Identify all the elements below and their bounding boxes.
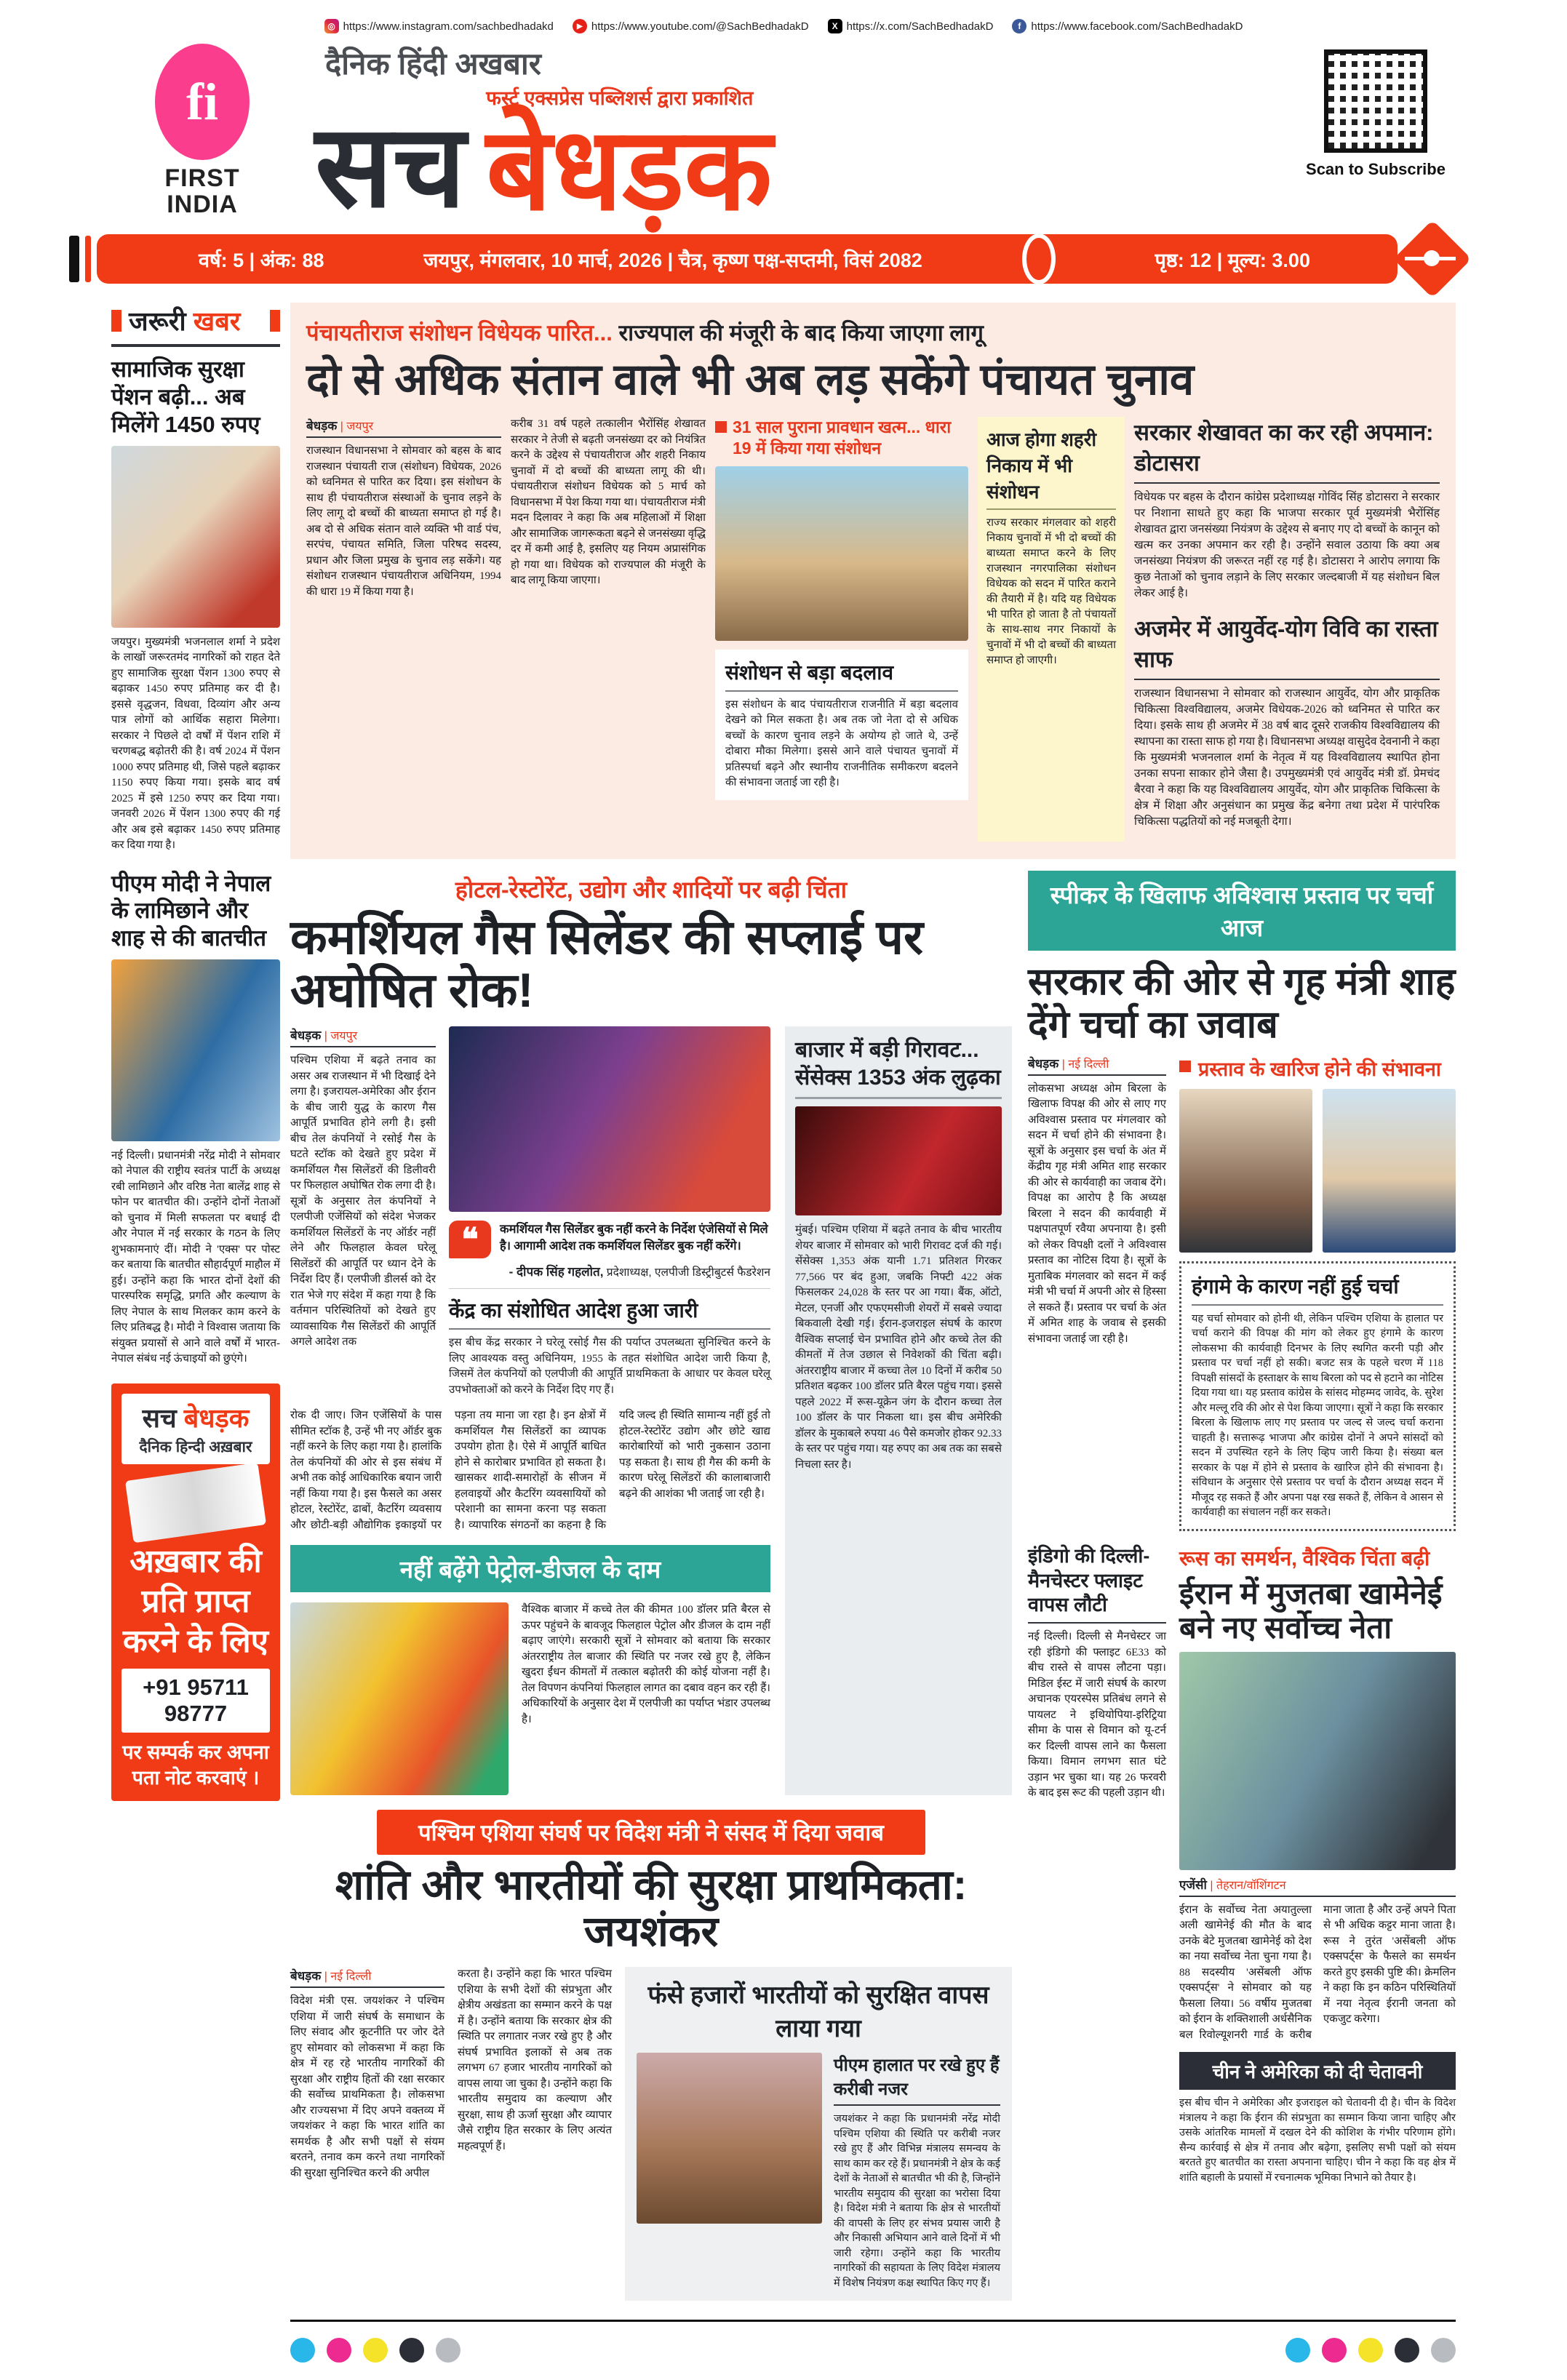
pension-couple-photo (111, 446, 280, 628)
no-discussion-body: यह चर्चा सोमवार को होनी थी, लेकिन पश्चिम एशिया के हालात पर चर्चा कराने की विपक्ष की मांग को लेकर हुए हंगामे के कारण लोकसभा की कार्यवाही दिनभर के लिए स्थगित करनी पड़ी और प्रस्ताव पर चर्चा नहीं हो सकी। बजट सत्र के पहले चरण में 118 विपक्षी सांसदों के हस्ताक्षर के साथ बिरला को पद से हटाने का नोटिस दिया गया था। यह प्रस्ताव कांग्रेस के सांसद मोहम्मद जावेद, के. सुरेश और मल्लू रवि की ओर से पेश किया जाएगा। सूत्रों ने कहा कि सरकार बिरला के खिलाफ लाए गए प्रस्ताव पर जल्द से जल्द चर्चा कराना चाहती है। सत्तारूढ़ भाजपा और कांग्रेस दोनों ने अपने सांसदों को सदन में उपस्थित रहने के लिए व्हिप जारी किया है। संख्या बल सरकार के पक्ष में होने से प्रस्ताव के खारिज होने की संभावना है। संविधान के अनुसार ऐसे प्रस्ताव पर चर्चा के दौरान अध्यक्ष सदन में मौजूद रह सकते हैं और अपना पक्ष रख सकते हैं, लेकिन वे आसन से कार्यवाही का संचालन नहीं कर सकते। (1192, 1312, 1443, 1519)
youtube-icon: ▶ (573, 19, 587, 33)
facebook-url: https://www.facebook.com/SachBedhadakD (1031, 20, 1243, 33)
left-stack (290, 871, 1012, 2301)
rescue-inset-box (625, 1967, 1012, 2301)
lead-kicker-red: पंचायतीराज संशोधन विधेयक पारित... (306, 320, 613, 346)
instagram-url: https://www.instagram.com/sachbedhadakd (343, 20, 554, 33)
main-area (290, 303, 1456, 2380)
lead-photo-tag: 31 साल पुराना प्रावधान खत्म... धारा 19 में किया गया संशोधन (733, 418, 952, 458)
first-india-logo (111, 39, 293, 217)
china-warning-body: इस बीच चीन ने अमेरिका और इजराइल को चेतावनी दी है। चीन के विदेश मंत्रालय ने कहा कि ईरान की संप्रभुता का सम्मान किया जाना चाहिए और उसके आंतरिक मामलों में दखल देने की कोशिश के गंभीर परिणाम होंगे। सैन्य कार्रवाई से क्षेत्र में तनाव और बढ़ेगा, इसलिए सभी पक्षों को संयम बरतते हुए बातचीत का रास्ता अपनाना चाहिए। चीन ने कहा कि वह क्षेत्र में शांति बहाली के प्रयासों में रचनात्मक भूमिका निभाने को तैयार है। (1179, 2097, 1456, 2184)
pension-story-title[interactable]: सामाजिक सुरक्षा पेंशन बढ़ी... अब मिलेंगे 1450 रुपए (111, 356, 260, 437)
iran-headline[interactable]: ईरान में मुजतबा खामेनेई बने नए सर्वोच्च नेता (1179, 1576, 1443, 1645)
cyan-dot-icon (290, 2338, 315, 2363)
gas-byline-loc: | जयपुर (324, 1030, 358, 1043)
jaishankar-headline[interactable]: शांति और भारतीयों की सुरक्षा प्राथमिकता: जयशंकर (335, 1861, 968, 1956)
logo-line1: FIRST (164, 164, 240, 192)
big-change-body: इस संशोधन के बाद पंचायतीराज राजनीति में बड़ा बदलाव देखने को मिल सकता है। अब तक जो नेता दो से अधिक बच्चों के कारण चुनाव लड़ने के अयोग्य हो जाते थे, उन्हें दोबारा मौका मिलेगा। इससे आने वाले पंचायत चुनावों में प्रतिस्पर्धा बढ़ने और स्थानीय राजनीतिक समीकरण बदलने की संभावना जताई जा रही है। (725, 698, 958, 789)
lead-byline-loc: | जयपुर (340, 420, 374, 434)
market-title[interactable]: बाजार में बड़ी गिरावट... सेंसेक्स 1353 अंक लुढ़का (795, 1037, 1002, 1099)
magenta-dot-icon (1322, 2338, 1347, 2363)
masthead (111, 39, 1456, 233)
gray-dot-icon (1431, 2338, 1456, 2363)
publisher-line: फर्स्ट एक्सप्रेस पब्लिशर्स द्वारा प्रकाशित (486, 87, 754, 109)
order-box (449, 1288, 770, 1398)
gas-continued: रोक दी जाए। जिन एजेंसियों के पास सीमित स्टॉक है, उन्हें भी नए ऑर्डर बुक नहीं करने के लिए कहा गया है। हालांकि तेल कंपनियों की ओर से इस संबंध में अभी तक कोई आधिकारिक बयान जारी नहीं किया गया है। इस फैसले का असर होटल, रेस्टोरेंट, ढाबों, कैटरिंग व्यवसाय और छोटी-बड़ी औद्योगिक इकाइयों पर पड़ना तय माना जा रहा है। इन क्षेत्रों में कमर्शियल गैस सिलेंडरों का व्यापक उपयोग होता है। ऐसे में आपूर्ति बाधित होने से कारोबार प्रभावित हो सकता है। खासकर शादी-समारोहों के सीजन में हलवाइयों और कैटरिंग व्यवसायियों को परेशानी का सामना करना पड़ सकता है। व्यापारिक संगठनों का कहना है कि यदि जल्द ही स्थिति सामान्य नहीं हुई तो होटल-रेस्टोरेंट उद्योग और छोटे खाद्य कारोबारियों को भारी नुकसान उठाना पड़ सकता है। साथ ही गैस की कमी के कारण घरेलू सिलेंडरों की कालाबाजारी बढ़ने की आशंका भी जताई जा रही है। (290, 1410, 770, 1531)
edition-price: पृष्ठ: 12 | मूल्य: 3.00 (1155, 249, 1310, 271)
petrol-body: वैश्विक बाजार में कच्चे तेल की कीमत 100 डॉलर प्रति बैरल से ऊपर पहुंचने के बावजूद फिलहाल पेट्रोल और डीजल के दाम नहीं बढ़ाए जाएंगे। सरकारी सूत्रों ने सोमवार को बताया कि सरकार अंतरराष्ट्रीय तेल बाजार की स्थिति पर नजर रखे हुए है, लेकिन खुदरा ईंधन कीमतों में तत्काल बढ़ोतरी की कोई योजना नहीं है। तेल विपणन कंपनियां फिलहाल लागत का दबाव वहन कर रही हैं। अधिकारियों के अनुसार देश में एलपीजी का पर्याप्त भंडार उपलब्ध है। (522, 1604, 770, 1725)
ayurved-body: राजस्थान विधानसभा ने सोमवार को राजस्थान आयुर्वेद, योग और प्राकृतिक चिकित्सा विश्वविद्यालय, अजमेर विधेयक-2026 को ध्वनिमत से पारित कर दिया। इसके साथ ही अजमेर में 38 वर्ष बाद दूसरे राजकीय विश्वविद्यालय की स्थापना का रास्ता साफ हो गया है। विधानसभा अध्यक्ष वासुदेव देवनानी ने कहा कि मुख्यमंत्री भजनलाल शर्मा के नेतृत्व में यह विश्वविद्यालय स्थापित होना उनका सपना साकार होने जैसा है। उपमुख्यमंत्री एवं आयुर्वेद मंत्री डॉ. प्रेमचंद बैरवा ने कहा कि यह विश्वविद्यालय आयुर्वेद, योग और प्राकृतिक चिकित्सा के क्षेत्र में शिक्षा और अनुसंधान का प्रमुख केंद्र बनेगा तथा प्रदेश में पारंपरिक चिकित्सा पद्धतियों को नई मजबूती देगा। (1134, 687, 1440, 828)
x-link[interactable] (828, 19, 994, 33)
china-warning-box (1179, 2052, 1456, 2185)
yellow-dot-icon (1358, 2338, 1383, 2363)
rolled-newspaper-image (125, 1463, 266, 1544)
rescue-title: फंसे हजारों भारतीयों को सुरक्षित वापस लाया गया (647, 1981, 989, 2043)
jai-byline-loc: | नई दिल्ली (324, 1970, 372, 1984)
dotasara-body: विधेयक पर बहस के दौरान कांग्रेस प्रदेशाध्यक्ष गोविंद सिंह डोटासरा ने सरकार पर निशाना साधते हुए कहा कि भाजपा सरकार पूर्व मुख्यमंत्री भैरोंसिंह शेखावत द्वारा जनसंख्या नियंत्रण के उद्देश्य से बनाए गए दो बच्चों के कानून को खत्म कर उनका अपमान कर रही है। उन्होंने सवाल उठाया कि क्या अब जनसंख्या नियंत्रण की जरूरत नहीं रह गई है। डोटासरा ने आरोप लगाया कि कुछ नेताओं को चुनाव लड़ाने के लिए सरकार जल्दबाजी में यह संशोधन बिल लेकर आई है। (1134, 491, 1440, 600)
gas-kicker: होटल-रेस्टोरेंट, उद्योग और शादियों पर बढ़ी चिंता (455, 876, 848, 903)
shah-subhead: प्रस्ताव के खारिज होने की संभावना (1198, 1058, 1441, 1080)
paper-title (315, 84, 1296, 233)
youtube-url: https://www.youtube.com/@SachBedhadakD (591, 20, 809, 33)
big-change-box (715, 650, 968, 800)
lead-col2: करीब 31 वर्ष पहले तत्कालीन भैरोंसिंह शेखावत सरकार ने तेजी से बढ़ती जनसंख्या दर को नियंत्रित करने के उद्देश्य से पंचायतीराज और शहरी निकाय चुनावों में दो बच्चों की बाध्यता लागू की थी। पंचायतीराज संशोधन विधेयक को 5 मार्च को विधानसभा में पेश किया गया था। पंचायतीराज मंत्री मदन दिलावर ने कहा कि अब महिलाओं में शिक्षा और सामाजिक जागरूकता बढ़ने से जनसंख्या वृद्धि दर में कमी आई है, इसलिए यह नियम अप्रासंगिक हो गया था। विधेयक को राज्यपाल की मंजूरी के बाद लागू किया जाएगा। (511, 418, 706, 587)
x-icon: X (828, 19, 842, 33)
jaishankar-kicker: पश्चिम एशिया संघर्ष पर विदेश मंत्री ने संसद में दिया जवाब (377, 1810, 925, 1855)
order-box-title: केंद्र का संशोधित आदेश हुआ जारी (449, 1296, 770, 1330)
pm-modi-photo (111, 959, 280, 1141)
ad-brand-sub: दैनिक हिन्दी अख़बार (139, 1438, 252, 1455)
logo-line2: INDIA (167, 190, 238, 218)
urban-amendment-title: आज होगा शहरी निकाय में भी संशोधन (986, 426, 1116, 510)
rescue-body: जयशंकर ने कहा कि प्रधानमंत्री नरेंद्र मोदी पश्चिम एशिया की स्थिति पर करीबी नजर रखे हुए हैं और विभिन्न मंत्रालय समन्वय के साथ काम कर रहे हैं। प्रधानमंत्री ने क्षेत्र के कई देशों के नेताओं से बातचीत भी की है, जिन्होंने भारतीय समुदाय की सुरक्षा का भरोसा दिया है। विदेश मंत्री ने बताया कि क्षेत्र से भारतीयों की वापसी के लिए हर संभव प्रयास जारी है और निकासी अभियान आने वाले दिनों में भी जारी रहेगा। उन्होंने कहा कि भारतीय नागरिकों की सहायता के लिए विदेश मंत्रालय में विशेष नियंत्रण कक्ष स्थापित किए गए हैं। (834, 2113, 1000, 2289)
yellow-dot-icon (363, 2338, 388, 2363)
petrol-banner: नहीं बढ़ेंगे पेट्रोल-डीजल के दाम (290, 1545, 770, 1592)
bullet-square-icon (1179, 1061, 1191, 1072)
quote-text: कमर्शियल गैस सिलेंडर बुक नहीं करने के निर्देश एंजेसियों से मिले है। आगामी आदेश तक कमर्शियल सिलेंडर बुक नहीं करेंगे। (500, 1222, 768, 1253)
cmyk-dots-left (290, 2338, 460, 2363)
gas-col1: पश्चिम एशिया में बढ़ते तनाव का असर अब राजस्थान में भी दिखाई देने लगा है। इजरायल-अमेरिका और ईरान के बीच जारी युद्ध के कारण गैस आपूर्ति प्रभावित होने लगी है। इसी बीच तेल कंपनियों ने रसोई गैस के घटते स्टॉक को देखते हुए प्रदेश में कमर्शियल गैस सिलेंडरों की डिलीवरी पर फिलहाल अघोषित रोक लगा दी है। सूत्रों के अनुसार तेल कंपनियों ने एलपीजी एजेंसियों को संदेश भेजकर कमर्शियल सिलेंडरों के नए ऑर्डर नहीं लेने और फिलहाल केवल घरेलू सिलेंडरों की आपूर्ति पर ध्यान देने के निर्देश दिए हैं। एलपीजी डीलर्स को देर रात भेजे गए संदेश में कहा गया है कि वर्तमान परिस्थितियों को देखते हुए व्यावसायिक गैस सिलेंडरों की आपूर्ति अगले आदेश तक (290, 1055, 436, 1349)
ayurved-title[interactable]: अजमेर में आयुर्वेद-योग विवि का रास्ता साफ (1134, 613, 1440, 680)
dotasara-title[interactable]: सरकार शेखावत का कर रही अपमान: डोटासरा (1134, 417, 1440, 484)
lead-col1: राजस्थान विधानसभा ने सोमवार को बहस के बाद राजस्थान पंचायती राज (संशोधन) विधेयक, 2026 को ध्वनिमत से पारित कर दिया। इस संशोधन के साथ ही पंचायतीराज संस्थाओं के चुनाव लड़ने के लिए लागू दो बच्चों की बाध्यता समाप्त हो गई है। अब दो से अधिक संतान वाले व्यक्ति भी वार्ड पंच, सरपंच, पंचायत समिति, जिला परिषद सदस्य, प्रधान और जिला प्रमुख के चुनाव लड़ सकेंगे। यह संशोधन राजस्थान पंचायतीराज अधिनियम, 1994 की धारा 19 में किया गया है। (306, 445, 501, 598)
black-dot-icon (399, 2338, 424, 2363)
sidebar-header (111, 303, 280, 347)
market-crash-box (785, 1026, 1012, 1795)
shah-headline[interactable]: सरकार की ओर से गृह मंत्री शाह देंगे चर्चा का जवाब (1028, 961, 1456, 1046)
gas-byline-brand: बेधड़क (290, 1029, 322, 1043)
red-mark-icon (270, 310, 280, 332)
amit-shah-photo (1323, 1089, 1456, 1253)
big-change-title: संशोधन से बड़ा बदलाव (725, 658, 958, 692)
black-dot-icon (1395, 2338, 1419, 2363)
no-discussion-box (1179, 1261, 1456, 1531)
indigo-story (1028, 1544, 1166, 2186)
subscription-ad[interactable] (111, 1383, 280, 1801)
cmyk-dots-right (1285, 2338, 1456, 2363)
indigo-body: नई दिल्ली। दिल्ली से मैनचेस्टर जा रही इंडिगो की फ्लाइट 6E33 को बीच रास्ते से वापस लौटना पड़ा। मिडिल ईस्ट में जारी संघर्ष के कारण अचानक एयरस्पेस प्रतिबंध लगने से पायलट ने इथियोपिया-इरिट्रिया सीमा के पास से विमान को यू-टर्न कर दिल्ली वापस लाने का फैसला किया। विमान लगभग सात घंटे उड़ान भर चुका था। यह 26 फरवरी के बाद इस रूट की पहली उड़ान थी। (1028, 1631, 1166, 1799)
pen-nib-dot (1424, 250, 1440, 266)
qr-code (1324, 49, 1427, 153)
edition-issue: वर्ष: 5 | अंक: 88 (199, 249, 324, 271)
shah-kicker: स्पीकर के खिलाफ अविश्वास प्रस्ताव पर चर्चा आज (1028, 871, 1456, 951)
sidebar-header-red: खबर (193, 306, 241, 337)
paper-tagline: दैनिक हिंदी अखबार (325, 47, 541, 81)
shah-story (1028, 871, 1456, 1530)
gas-headline[interactable]: कमर्शियल गैस सिलेंडर की सप्लाई पर अघोषित रोक! (290, 910, 924, 1017)
registration-marks (69, 236, 91, 282)
bear-market-image (795, 1106, 1002, 1215)
urban-amendment-box (978, 417, 1125, 842)
pension-story-body: जयपुर। मुख्यमंत्री भजनलाल शर्मा ने प्रदेश के लाखों जरूरतमंद नागरिकों को राहत देते हुए सामाजिक सुरक्षा पेंशन 1300 रुपए से बढ़ाकर 1450 रुपए प्रतिमाह कर दी है। इससे वृद्धजन, विधवा, दिव्यांग और अन्य पात्र लोगों को आर्थिक सहारा मिलेगा। सरकार ने पिछले दो वर्षों में पेंशन राशि में चरणबद्ध बढ़ोतरी की है। वर्ष 2024 में पेंशन 1000 रुपए प्रतिमाह थी, जिसे पहले बढ़ाकर 1150 रुपए किया गया। इसके बाद वर्ष 2025 में इसे 1250 रुपए कर दिया गया। जनवरी 2026 में पेंशन 1300 रुपए की गई और अब इसे बढ़ाकर 1450 रुपए प्रतिमाह कर दिया गया है। (111, 636, 280, 852)
edition-date: जयपुर, मंगलवार, 10 मार्च, 2026 | चैत्र, कृष्ण पक्ष-सप्तमी, विसं 2082 (423, 249, 922, 271)
urban-amendment-body: राज्य सरकार मंगलवार को शहरी निकाय चुनावों में भी दो बच्चों की बाध्यता समाप्त करने के लिए राजस्थान नगरपालिका संशोधन विधेयक को सदन में पारित कराने की तैयारी में है। यदि यह विधेयक भी पारित हो जाता है तो पंचायतों के साथ-साथ नगर निकायों के चुनावों में भी दो बच्चों की बाध्यता समाप्त हो जाएगी। (986, 517, 1116, 667)
petrol-pump-photo (290, 1602, 509, 1795)
iran-story (1179, 1544, 1456, 2186)
jai-col2: करता है। उन्होंने कहा कि भारत पश्चिम एशिया के सभी देशों की संप्रभुता और क्षेत्रीय अखंडता का सम्मान करने के पक्ष में है। उन्होंने बताया कि सरकार क्षेत्र की स्थिति पर लगातार नजर रखे हुए है और संघर्ष प्रभावित इलाकों से अब तक लगभग 67 हजार भारतीय नागरिकों को वापस लाया जा चुका है। उन्होंने कहा कि भारतीय समुदाय का कल्याण और सुरक्षा, साथ ही ऊर्जा सुरक्षा और व्यापार जैसे राष्ट्रीय हित सरकार के लिए अत्यंत महत्वपूर्ण हैं। (458, 1968, 612, 2152)
pull-quote (449, 1221, 770, 1258)
print-color-bar (290, 2320, 1456, 2380)
gas-cylinder-photo (449, 1026, 770, 1212)
vidhan-sabha-photo (715, 466, 968, 641)
cyan-dot-icon (1285, 2338, 1310, 2363)
shah-col: लोकसभा अध्यक्ष ओम बिरला के खिलाफ विपक्ष की ओर से लाए गए अविश्वास प्रस्ताव पर मंगलवार को सदन में चर्चा होने की संभावना है। सूत्रों के अनुसार इस चर्चा के अंत में केंद्रीय गृह मंत्री अमित शाह सरकार की ओर से कार्यवाही का जवाब देंगे। विपक्ष का आरोप है कि अध्यक्ष बिरला ने सदन की कार्यवाही में पक्षपातपूर्ण रवैया अपनाया है। इसी को लेकर विपक्षी दलों ने अविश्वास प्रस्ताव का नोटिस दिया है। सूत्रों के मुताबिक मंगलवार को सदन में कई मंत्री भी चर्चा में अपनी ओर से हिस्सा ले सकते हैं। प्रस्ताव पर चर्चा के अंत में अमित शाह के जवाब से इसकी संभावना जताई जा रही है। (1028, 1082, 1166, 1345)
gas-story (290, 874, 1012, 1795)
red-mark-icon (111, 310, 121, 332)
bullet-square-icon (715, 421, 727, 433)
pm-watch-subtitle: पीएम हालात पर रखे हुए हैं करीबी नजर (834, 2053, 1000, 2106)
instagram-link[interactable] (324, 19, 554, 33)
sidebar-header-black: जरूरी (129, 306, 186, 337)
lead-headline[interactable]: दो से अधिक संतान वाले भी अब लड़ सकेंगे पंचायत चुनाव (306, 355, 1195, 404)
x-url: https://x.com/SachBedhadakD (846, 20, 994, 33)
youtube-link[interactable] (573, 19, 809, 33)
iran-byline-loc: | तेहरान/वॉशिंगटन (1210, 1879, 1286, 1892)
ad-brand-red: बेधड़क (183, 1402, 250, 1433)
pen-ring-icon (1022, 233, 1056, 284)
magenta-dot-icon (327, 2338, 351, 2363)
jai-byline-brand: बेधड़क (290, 1969, 322, 1984)
instagram-icon: ◎ (324, 19, 339, 33)
china-warning-title: चीन ने अमेरिका को दी चेतावनी (1179, 2052, 1456, 2090)
right-stack (1028, 871, 1456, 2301)
shah-byline-loc: | नई दिल्ली (1061, 1058, 1109, 1071)
jai-col1: विदेश मंत्री एस. जयशंकर ने पश्चिम एशिया में जारी संघर्ष के समाधान के लिए संवाद और कूटनीति पर जोर देते हुए सोमवार को लोकसभा में कहा कि क्षेत्र में रह रहे भारतीय नागरिकों की सुरक्षा और राष्ट्रीय हितों की रक्षा सरकार की सर्वोच्च प्राथमिकता है। लोकसभा और राज्यसभा में दिए अपने वक्तव्य में जयशंकर ने कहा कि भारत शांति का समर्थक है और सभी पक्षों से संयम बरतने, तनाव कम करने तथा नागरिकों की सुरक्षा सुनिश्चित करने की अपील (290, 1995, 444, 2179)
lead-kicker-black: राज्यपाल की मंजूरी के बाद किया जाएगा लागू (618, 320, 984, 346)
first-india-logo-icon: fi (155, 44, 250, 160)
ad-brand-dark: सच (142, 1402, 177, 1433)
sidebar-important-news (111, 303, 280, 2380)
quote-attrib-name: - दीपक सिंह गहलोत, (509, 1265, 604, 1279)
market-body: मुंबई। पश्चिम एशिया में बढ़ते तनाव के बीच भारतीय शेयर बाजार में सोमवार को भारी गिरावट दर्ज की गई। सेंसेक्स 1,353 अंक यानी 1.71 प्रतिशत गिरकर 77,566 पर बंद हुआ, जबकि निफ्टी 422 अंक फिसलकर 24,028 के स्तर पर आ गया। बैंक, ऑटो, मेटल, एनर्जी और एफएमसीजी शेयरों में सबसे ज्यादा बिकवाली देखी गई। ईरान-इजराइल संघर्ष के कारण वैश्विक सप्लाई चेन प्रभावित होने और कच्चे तेल की कीमतों में तेज उछाल से निवेशकों की चिंता बढ़ी। अंतरराष्ट्रीय बाजार में कच्चा तेल 10 दिनों में करीब 50 प्रतिशत बढ़कर 100 डॉलर प्रति बैरल पहुंच गया। इससे पहले 2022 में रूस-यूक्रेन जंग के दौरान कच्चा तेल 100 डॉलर के पार निकला था। इस बीच अमेरिकी डॉलर के मुकाबले रुपया 46 पैसे कमजोर होकर 92.33 के स्तर पर पहुंच गया। यह रुपए का अब तक का सबसे निचला स्तर है। (795, 1224, 1002, 1471)
quote-icon: ❝ (449, 1221, 491, 1258)
iran-body: ईरान के सर्वोच्च नेता अयातुल्ला अली खामेनेई की मौत के बाद उनके बेटे मुजतबा खामेनेई को देश का नया सर्वोच्च नेता चुना गया है। 88 सदस्यीय 'असेंबली ऑफ एक्सपर्ट्स' ने सोमवार को यह फैसला लिया। 56 वर्षीय मुजतबा को ईरान के शक्तिशाली अर्धसैनिक बल रिवोल्यूशनरी गार्ड के करीब माना जाता है और उन्हें अपने पिता से भी अधिक कट्टर माना जाता है। रूस ने तुरंत 'असेंबली ऑफ एक्सपर्ट्स' के फैसले का समर्थन करते हुए इसकी पुष्टि की। क्रेमलिन ने कहा कि इन कठिन परिस्थितियों में नया नेतृत्व ईरानी जनता को एकजुट करेगा। (1179, 1904, 1456, 2041)
qr-caption: Scan to Subscribe (1306, 160, 1446, 178)
social-links-bar (111, 19, 1456, 33)
om-birla-photo (1179, 1089, 1312, 1253)
order-box-body: इस बीच केंद्र सरकार ने घरेलू रसोई गैस की पर्याप्त उपलब्धता सुनिश्चित करने के लिए आवश्यक वस्तु अधिनियम, 1955 के तहत संशोधित आदेश जारी किया है, जिसमें तेल कंपनियों को एलपीजी की आपूर्ति प्राथमिकता के आधार पर केवल घरेलू उपभोक्ताओं को करने के निर्देश दिए गए हैं। (449, 1337, 770, 1396)
khamenei-photo (1179, 1652, 1456, 1870)
jaishankar-story (290, 1810, 1012, 2301)
shah-byline-brand: बेधड़क (1028, 1056, 1059, 1071)
facebook-icon: f (1012, 19, 1026, 33)
paper-title-red: बेधड़क (486, 105, 773, 233)
quote-attrib-role: प्रदेशाध्यक्ष, एलपीजी डिस्ट्रीबुटर्स फैडरेशन (606, 1266, 770, 1279)
facebook-link[interactable] (1012, 19, 1243, 33)
indigo-title[interactable]: इंडिगो की दिल्ली-मैनचेस्टर फ्लाइट वापस लौटी (1028, 1544, 1166, 1624)
subscribe-qr-block (1296, 39, 1456, 179)
paper-title-dark: सच (315, 103, 466, 231)
gray-dot-icon (436, 2338, 460, 2363)
dateline-bar (111, 231, 1456, 292)
ad-line2: पर सम्पर्क कर अपना पता नोट करवाएं । (122, 1741, 269, 1789)
ad-line1: अख़बार की प्रति प्राप्त करने के लिए (122, 1543, 268, 1659)
ad-phone-number: +91 95711 98777 (121, 1669, 270, 1733)
modi-nepal-story-title[interactable]: पीएम मोदी ने नेपाल के लामिछाने और शाह से की बातचीत (111, 870, 271, 951)
lead-byline-brand: बेधड़क (306, 419, 338, 434)
lead-story (290, 303, 1456, 859)
iran-byline-brand: एजेंसी (1179, 1877, 1207, 1892)
modi-nepal-story-body: नई दिल्ली। प्रधानमंत्री नरेंद्र मोदी ने सोमवार को नेपाल की राष्ट्रीय स्वतंत्र पार्टी के अध्यक्ष रबी लामिछाने और वरिष्ठ नेता बालेंद्र शाह से फोन पर बातचीत की। उन्होंने दोनों नेताओं को चुनाव में मिली सफलता पर बधाई दी और नेपाल में नई सरकार के गठन के लिए शुभकामनाएं दीं। मोदी ने 'एक्स' पर पोस्ट कर बताया कि बातचीत सौहार्दपूर्ण माहौल में हुई। उन्होंने कहा कि भारत दोनों देशों की पारस्परिक समृद्धि, प्रगति और कल्याण के लिए नेपाल के साथ मिलकर काम करने के लिए प्रतिबद्ध है। मोदी ने विश्वास जताया कि संयुक्त प्रयासों से आने वाले वर्षों में भारत-नेपाल संबंध नई ऊंचाइयों को छुएंगे। (111, 1149, 280, 1365)
no-discussion-title: हंगामे के कारण नहीं हुई चर्चा (1192, 1272, 1443, 1306)
parliament-photo (637, 2053, 822, 2224)
iran-kicker: रूस का समर्थन, वैश्विक चिंता बढ़ी (1179, 1546, 1430, 1570)
